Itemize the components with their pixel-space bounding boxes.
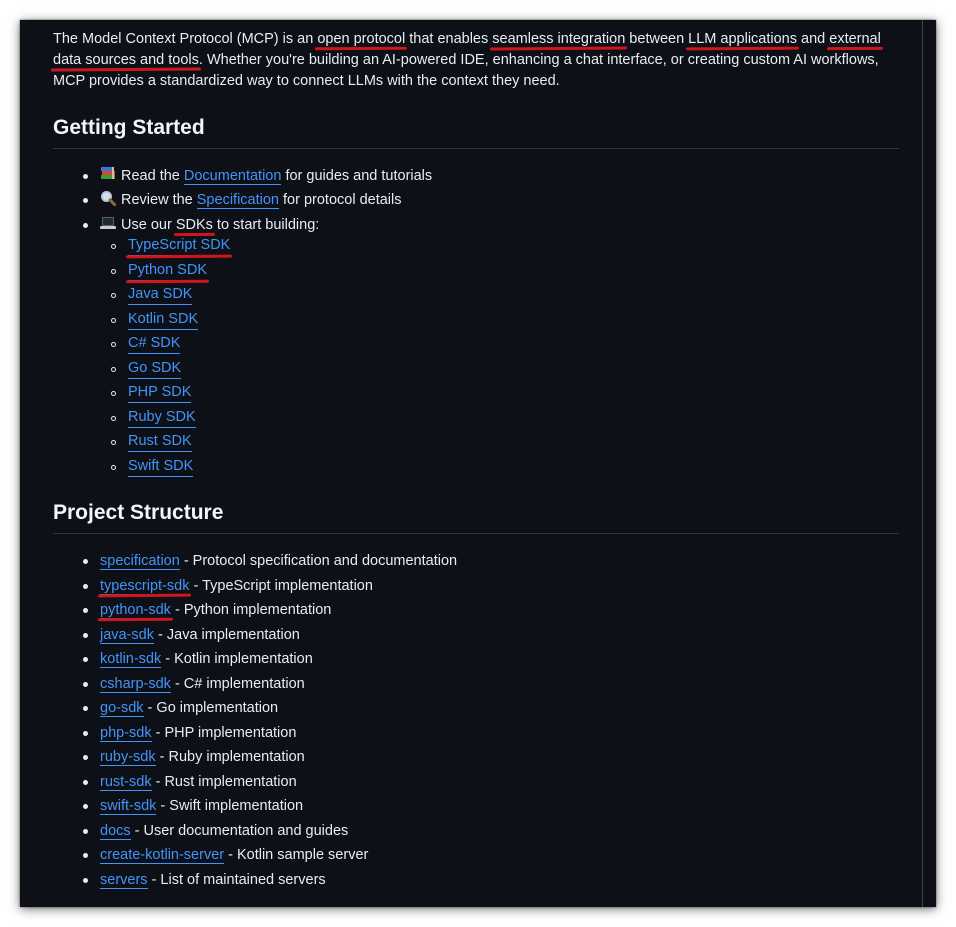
project-description: - Rust implementation <box>151 773 297 790</box>
project-description: - User documentation and guides <box>130 822 349 839</box>
annotated-sdks: SDKs <box>175 217 213 233</box>
project-structure-heading: Project Structure <box>53 501 224 524</box>
circle-bullet <box>111 465 116 470</box>
bullet <box>83 608 88 613</box>
project-description: - Kotlin implementation <box>161 651 313 667</box>
intro-text: . Whether you're building an AI-powered IDE, enhancing a chat interface, or creating custom AI workflows, <box>198 52 879 68</box>
sdk-link[interactable]: Rust SDK <box>128 431 192 452</box>
project-link[interactable]: docs <box>100 822 131 839</box>
annotated-data-sources: data sources and tools <box>53 52 199 68</box>
project-link[interactable]: servers <box>100 871 148 888</box>
project-description: - Kotlin sample server <box>224 847 369 863</box>
sdk-link[interactable]: Kotlin SDK <box>128 309 198 330</box>
intro-text: and <box>797 31 830 47</box>
project-link[interactable]: go-sdk <box>100 700 144 716</box>
project-link[interactable]: csharp-sdk <box>100 675 171 692</box>
panel-border <box>922 20 923 907</box>
intro-text: that enables <box>405 31 493 47</box>
bullet <box>83 829 88 834</box>
bullet <box>83 584 88 589</box>
list-text: to start building: <box>212 217 320 233</box>
project-link[interactable]: java-sdk <box>100 626 154 643</box>
bullet <box>83 198 88 203</box>
project-description: - PHP implementation <box>151 724 297 741</box>
bullet <box>83 804 88 809</box>
project-link[interactable]: php-sdk <box>100 724 152 741</box>
project-link[interactable]: kotlin-sdk <box>100 651 162 667</box>
magnifier-icon <box>100 190 116 206</box>
project-description: - Ruby implementation <box>155 749 305 765</box>
books-icon <box>100 166 116 182</box>
bullet <box>83 633 88 638</box>
project-description: - Protocol specification and documentation <box>179 553 458 569</box>
bullet <box>83 682 88 687</box>
circle-bullet <box>111 342 116 347</box>
bullet <box>83 559 88 564</box>
documentation-link[interactable]: Documentation <box>183 168 282 184</box>
project-link[interactable]: typescript-sdk <box>100 577 190 594</box>
project-description: - List of maintained servers <box>147 871 326 888</box>
project-description: - C# implementation <box>170 675 305 692</box>
circle-bullet <box>111 391 116 396</box>
annotated-llm-applications: LLM applications <box>688 31 797 47</box>
circle-bullet <box>111 269 116 274</box>
list-text: Review the <box>121 192 197 208</box>
sdk-link[interactable]: Python SDK <box>128 260 207 281</box>
circle-bullet <box>111 244 116 249</box>
circle-bullet <box>111 318 116 323</box>
sdk-link[interactable]: Java SDK <box>128 284 192 305</box>
circle-bullet <box>111 416 116 421</box>
bullet <box>83 780 88 785</box>
bullet <box>83 731 88 736</box>
annotated-open-protocol: open protocol <box>317 31 406 47</box>
list-text: Read the <box>121 168 184 184</box>
project-link[interactable]: python-sdk <box>100 602 171 618</box>
project-description: - Java implementation <box>154 626 300 643</box>
bullet <box>83 755 88 760</box>
getting-started-heading: Getting Started <box>53 116 205 139</box>
intro-text: between <box>625 31 689 47</box>
heading-divider <box>53 533 899 534</box>
circle-bullet <box>111 440 116 445</box>
bullet <box>83 223 88 228</box>
project-link[interactable]: create-kotlin-server <box>100 847 225 863</box>
list-text: for protocol details <box>278 192 402 208</box>
heading-divider <box>53 148 899 149</box>
bullet <box>83 706 88 711</box>
circle-bullet <box>111 367 116 372</box>
laptop-icon <box>100 215 116 231</box>
annotated-seamless-integration: seamless integration <box>492 31 626 47</box>
specification-link[interactable]: Specification <box>196 192 279 208</box>
project-link[interactable]: swift-sdk <box>100 798 157 814</box>
list-text: for guides and tutorials <box>281 168 433 184</box>
annotated-external: external <box>829 31 881 47</box>
project-description: - Python implementation <box>170 602 332 618</box>
circle-bullet <box>111 293 116 298</box>
sdk-link[interactable]: Go SDK <box>128 358 181 379</box>
project-link[interactable]: specification <box>100 553 180 569</box>
project-description: - TypeScript implementation <box>189 577 373 594</box>
project-description: - Swift implementation <box>156 798 304 814</box>
bullet <box>83 174 88 179</box>
bullet <box>83 657 88 662</box>
project-link[interactable]: rust-sdk <box>100 773 152 790</box>
project-description: - Go implementation <box>143 700 279 716</box>
intro-text: The Model Context Protocol (MCP) is an <box>53 31 318 47</box>
readme-panel <box>20 20 936 907</box>
bullet <box>83 853 88 858</box>
project-link[interactable]: ruby-sdk <box>100 749 156 765</box>
sdk-link[interactable]: Swift SDK <box>128 456 193 477</box>
list-text: Use our <box>121 217 176 233</box>
sdk-link[interactable]: PHP SDK <box>128 382 191 403</box>
sdk-link[interactable]: TypeScript SDK <box>128 235 230 256</box>
intro-paragraph <box>53 29 899 92</box>
sdk-link[interactable]: C# SDK <box>128 333 180 354</box>
bullet <box>83 878 88 883</box>
intro-text: MCP provides a standardized way to connect LLMs with the context they need. <box>53 73 560 89</box>
sdk-link[interactable]: Ruby SDK <box>128 407 196 428</box>
